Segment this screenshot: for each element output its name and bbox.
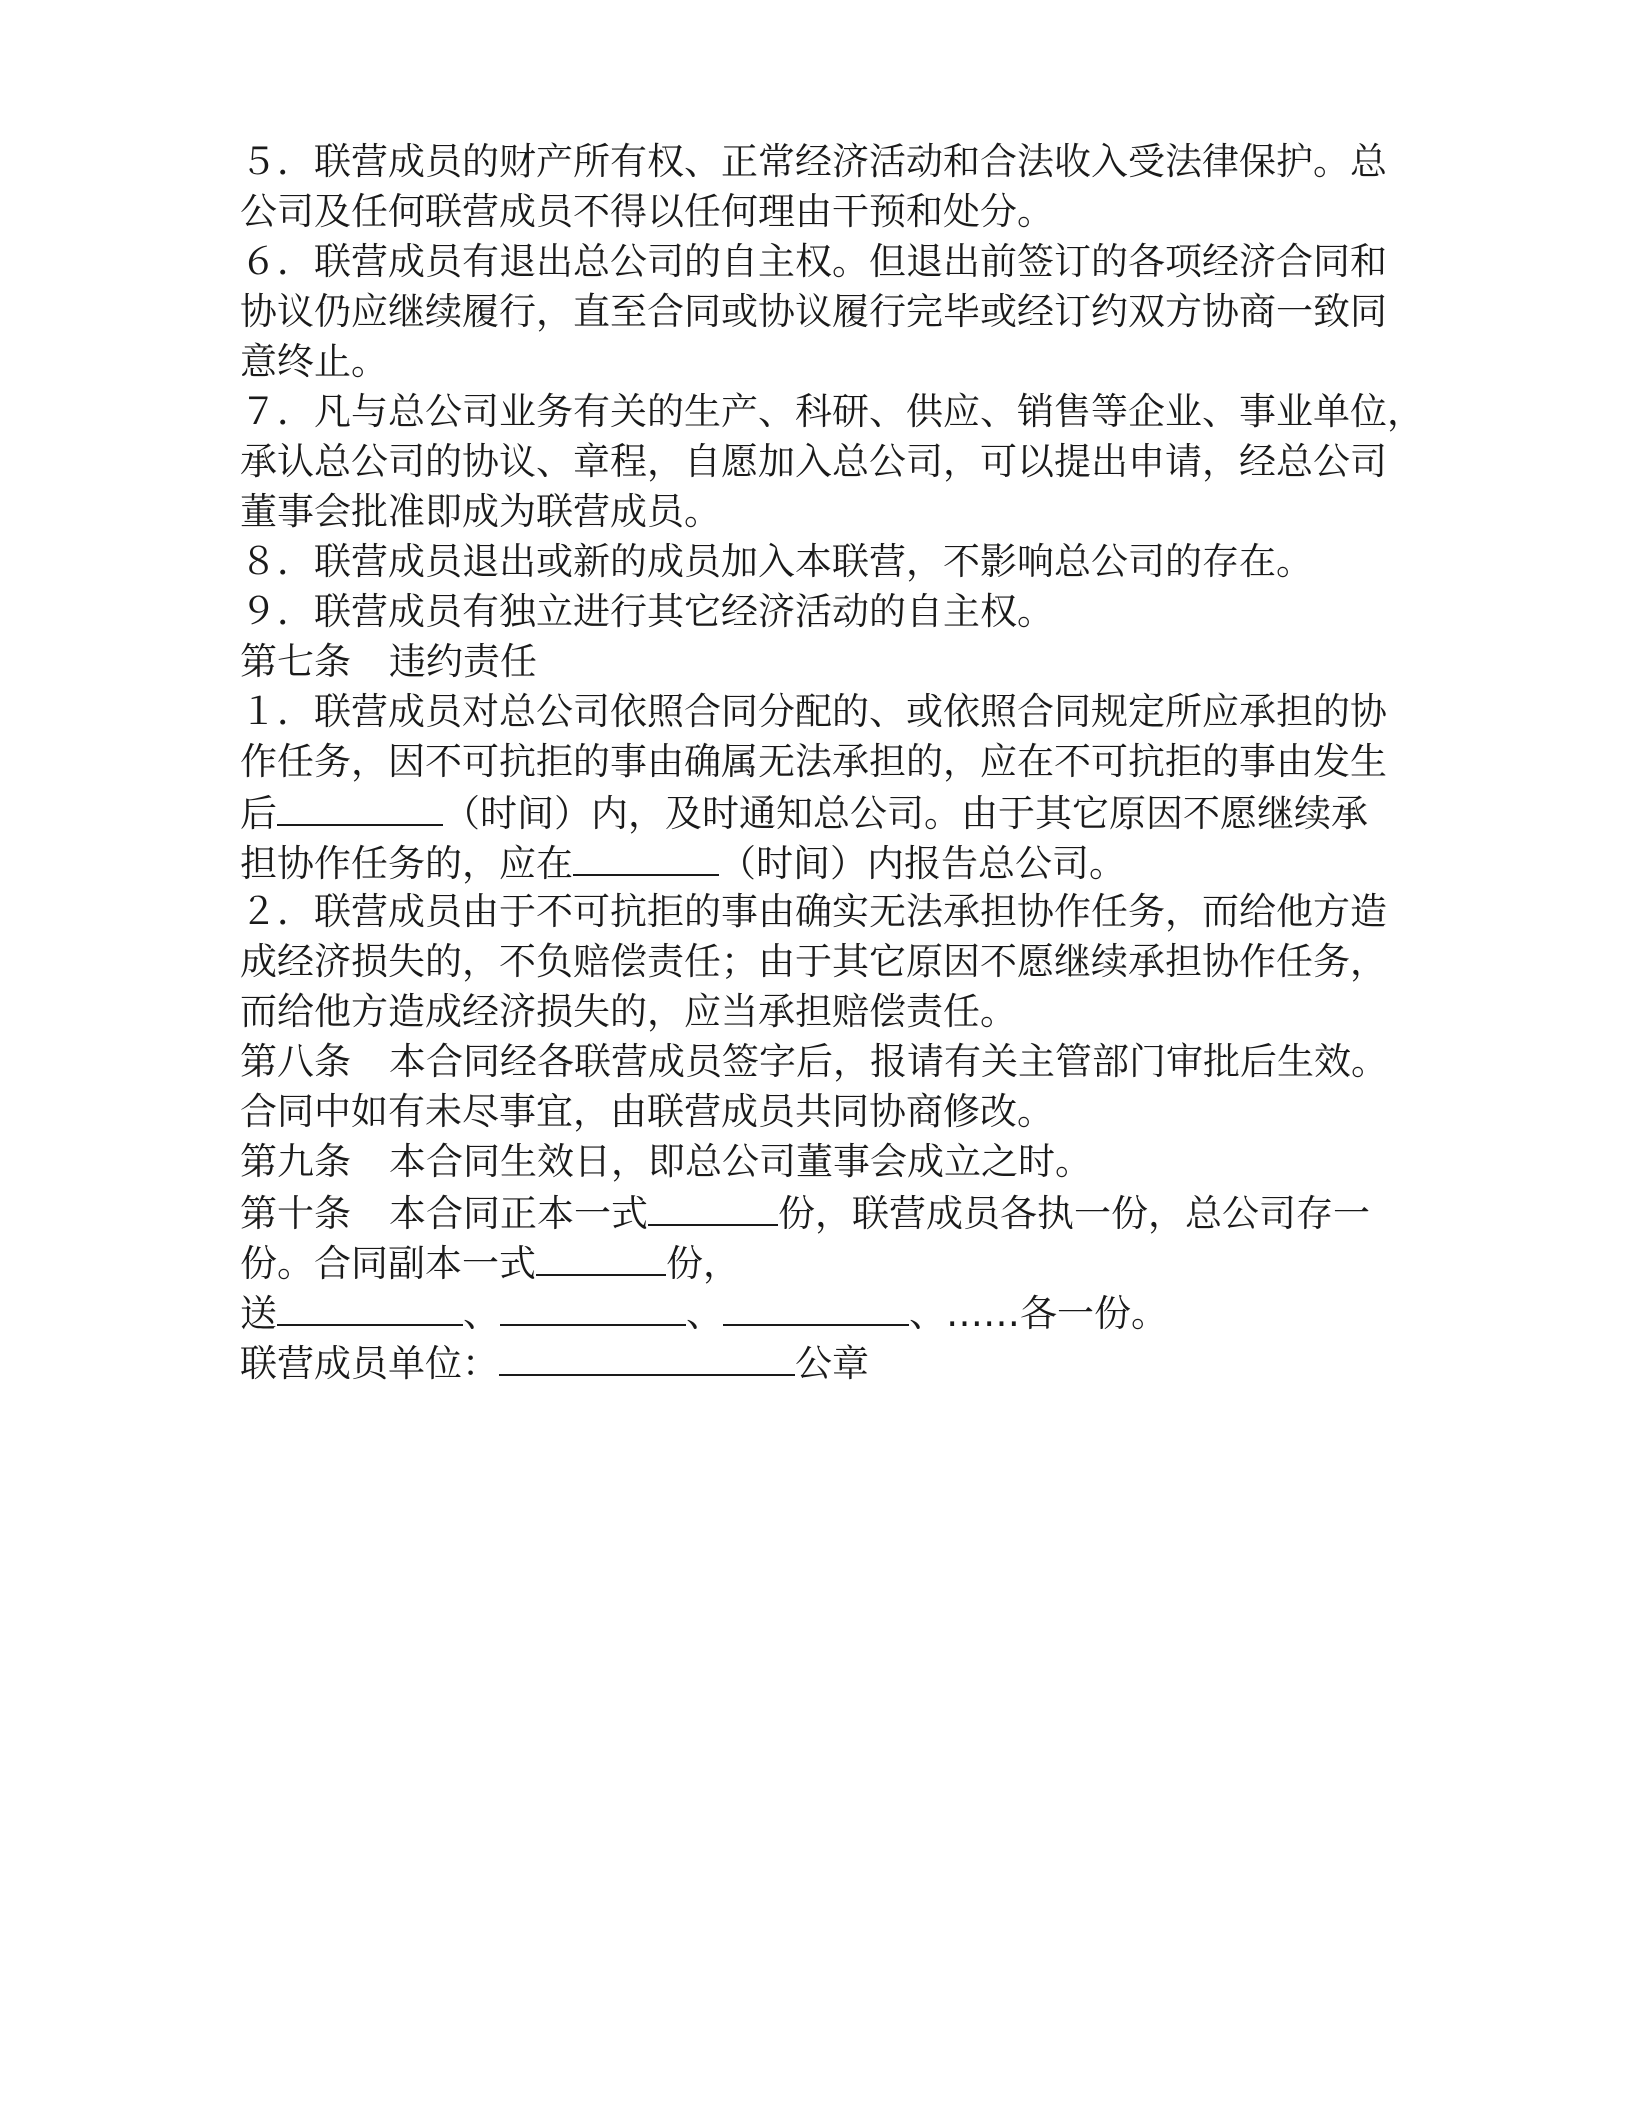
- doc-line: ８．联营成员退出或新的成员加入本联营，不影响总公司的存在。: [240, 540, 1313, 583]
- article-label: 第八条: [240, 1040, 351, 1083]
- article-8: 第八条 本合同经各联营成员签字后，报请有关主管部门审批后生效。: [240, 1040, 1388, 1083]
- blank-field-recipient-1[interactable]: [277, 1284, 463, 1326]
- article-7-heading: [240, 634, 537, 690]
- doc-line: ５．联营成员的财产所有权、正常经济活动和合法收入受法律保护。总: [240, 140, 1387, 183]
- blank-field-recipient-2[interactable]: [500, 1284, 686, 1326]
- article-label: 第七条: [240, 640, 351, 683]
- blank-field-time-report[interactable]: [573, 834, 719, 876]
- doc-line: 后 （时间）内，及时通知总公司。由于其它原因不愿继续承: [240, 784, 1368, 840]
- blank-field-recipient-3[interactable]: [723, 1284, 909, 1326]
- seal-label: 公章: [795, 1342, 869, 1385]
- doc-line: 担协作任务的，应在 （时间）内报告总公司。: [240, 834, 1126, 890]
- doc-line: 成经济损失的，不负赔偿责任；由于其它原因不愿继续承担协作任务，: [240, 940, 1387, 983]
- doc-line: 董事会批准即成为联营成员。: [240, 490, 721, 533]
- doc-line: 合同中如有未尽事宜，由联营成员共同协商修改。: [240, 1090, 1054, 1133]
- article-label: 第十条: [240, 1192, 351, 1235]
- doc-line: ９．联营成员有独立进行其它经济活动的自主权。: [240, 590, 1054, 633]
- article-9: 第九条 本合同生效日，即总公司董事会成立之时。: [240, 1140, 1092, 1183]
- blank-field-time-notify[interactable]: [277, 784, 443, 826]
- blank-field-original-copies[interactable]: [648, 1184, 778, 1226]
- doc-line: １．联营成员对总公司依照合同分配的、或依照合同规定所应承担的协: [240, 690, 1387, 733]
- article-10: 第十条 本合同正本一式 份，联营成员各执一份，总公司存一: [240, 1184, 1370, 1240]
- doc-line: 意终止。: [240, 340, 388, 383]
- article-title: 违约责任: [389, 640, 537, 683]
- doc-line: ２．联营成员由于不可抗拒的事由确实无法承担协作任务，而给他方造: [240, 890, 1387, 933]
- blank-field-member-unit[interactable]: [499, 1334, 795, 1376]
- member-unit-line: 联营成员单位： 公章: [240, 1334, 869, 1390]
- doc-line: 作任务，因不可抗拒的事由确属无法承担的，应在不可抗拒的事由发生: [240, 740, 1387, 783]
- doc-line: ７．凡与总公司业务有关的生产、科研、供应、销售等企业、事业单位，: [240, 390, 1424, 433]
- article-label: 第九条: [240, 1140, 351, 1183]
- doc-line: 公司及任何联营成员不得以任何理由干预和处分。: [240, 190, 1054, 233]
- doc-line: 而给他方造成经济损失的，应当承担赔偿责任。: [240, 990, 1017, 1033]
- doc-line: 份。合同副本一式 份，: [240, 1234, 740, 1290]
- doc-line: 承认总公司的协议、章程，自愿加入总公司，可以提出申请，经总公司: [240, 440, 1387, 483]
- doc-line: ６．联营成员有退出总公司的自主权。但退出前签订的各项经济合同和: [240, 240, 1387, 283]
- doc-line: 协议仍应继续履行，直至合同或协议履行完毕或经订约双方协商一致同: [240, 290, 1387, 333]
- blank-field-duplicate-copies[interactable]: [536, 1234, 666, 1276]
- send-line: 送 、 、 、……各一份。: [240, 1284, 1168, 1340]
